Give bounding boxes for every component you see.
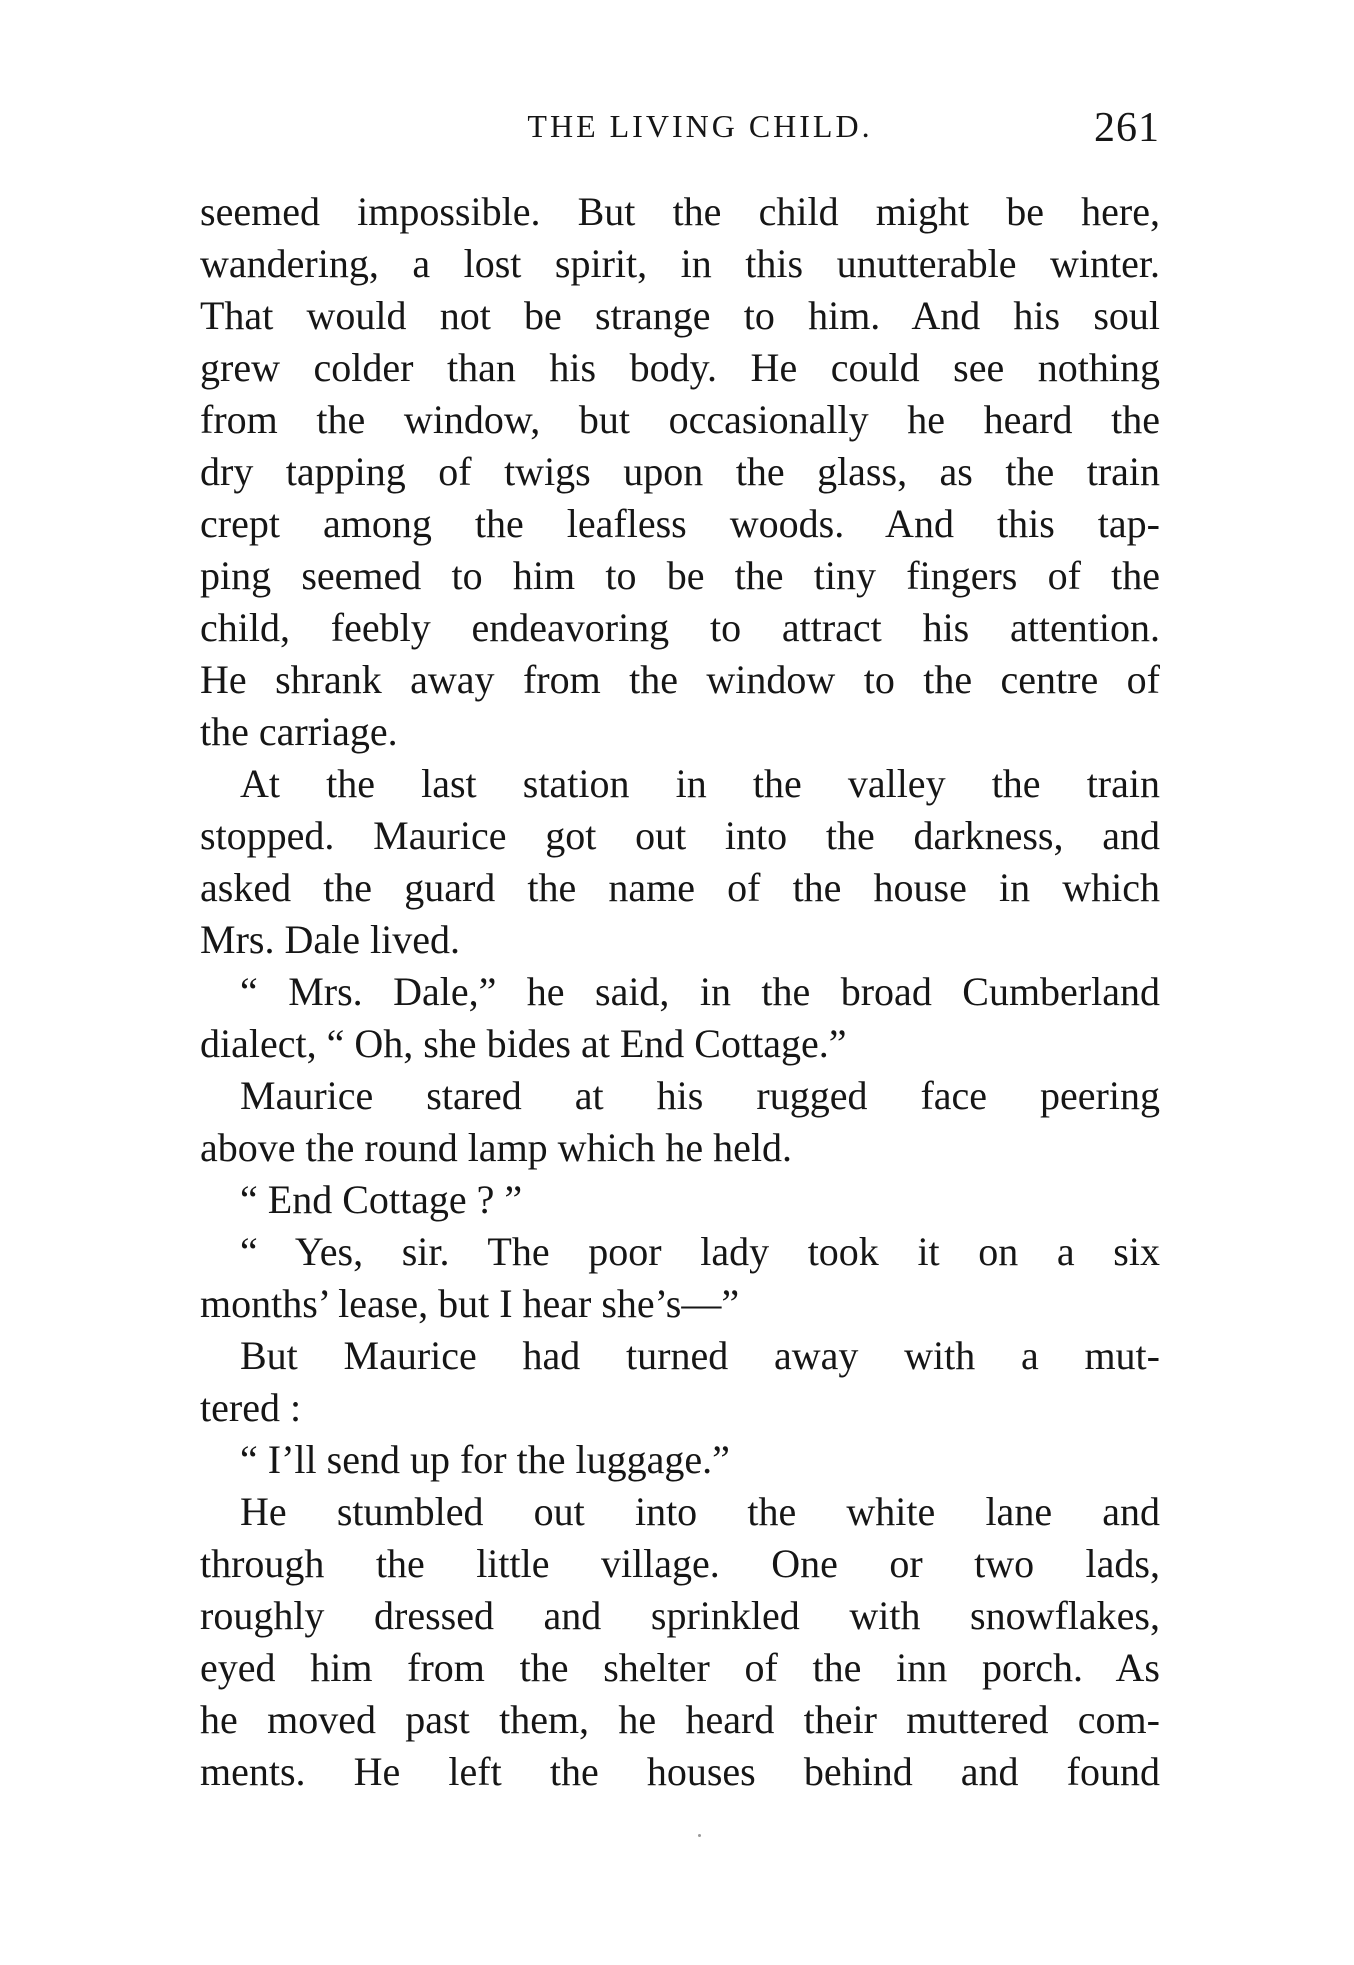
text-line: asked the guard the name of the house in which [200,865,1160,910]
text-line: he moved past them, he heard their muttered com- [200,1697,1160,1742]
body-text [200,186,1160,1798]
text-line: months’ lease, but I hear she’s—” [200,1281,740,1326]
text-line: from the window, but occasionally he heard the [200,397,1160,442]
text-line: Maurice stared at his rugged face peering [240,1073,1160,1118]
text-line: dialect, “ Oh, she bides at End Cottage.” [200,1021,847,1066]
text-line: through the little village. One or two lads, [200,1541,1160,1586]
text-line: crept among the leafless woods. And this tap- [200,501,1160,546]
running-title: THE LIVING CHILD. [527,108,873,144]
text-line: child, feebly endeavoring to attract his attention. [200,605,1160,650]
text-line: That would not be strange to him. And his soul [200,293,1160,338]
text-line: He shrank away from the window to the centre of [200,657,1160,702]
text-line: Mrs. Dale lived. [200,917,460,962]
text-line: “ Mrs. Dale,” he said, in the broad Cumberland [240,969,1160,1014]
text-line: roughly dressed and sprinkled with snowflakes, [200,1593,1160,1638]
text-line: dry tapping of twigs upon the glass, as the train [200,449,1160,494]
paper-speck [698,1834,701,1837]
text-line: ping seemed to him to be the tiny fingers of the [200,553,1160,598]
text-line: “ End Cottage ? ” [240,1177,523,1222]
running-header [200,105,1160,158]
text-line: ments. He left the houses behind and found [200,1749,1160,1794]
text-line: eyed him from the shelter of the inn porch. As [200,1645,1160,1690]
text-line: “ I’ll send up for the luggage.” [240,1437,730,1482]
text-line: stopped. Maurice got out into the darkness, and [200,813,1160,858]
text-line: above the round lamp which he held. [200,1125,793,1170]
text-line: grew colder than his body. He could see nothing [200,345,1160,390]
text-line: “ Yes, sir. The poor lady took it on a six [240,1229,1160,1274]
text-line: But Maurice had turned away with a mut- [240,1333,1160,1378]
text-line: seemed impossible. But the child might be here, [200,189,1160,234]
text-line: At the last station in the valley the train [240,761,1160,806]
text-line: wandering, a lost spirit, in this unutterable winter. [200,241,1160,286]
text-line: tered : [200,1385,302,1430]
page-number: 261 [1094,105,1160,151]
text-line: the carriage. [200,709,398,754]
text-line: He stumbled out into the white lane and [240,1489,1160,1534]
